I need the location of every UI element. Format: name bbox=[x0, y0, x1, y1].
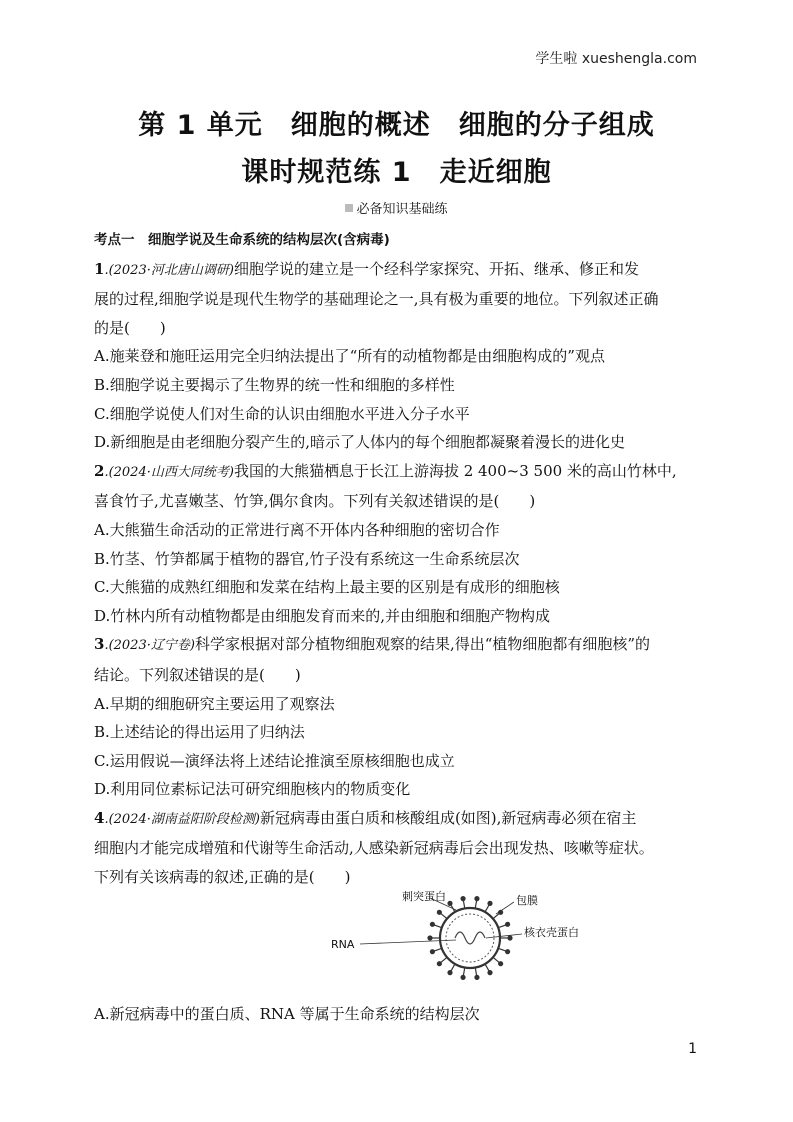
envelope-pointer bbox=[496, 902, 514, 914]
spike-head bbox=[499, 961, 503, 965]
spike-head bbox=[508, 936, 512, 940]
question-3 bbox=[94, 630, 704, 804]
spike-head bbox=[461, 896, 465, 900]
option-c: C.大熊猫的成熟红细胞和发菜在结构上最主要的区别是有成形的细胞核 bbox=[94, 578, 560, 597]
question-stem bbox=[94, 255, 704, 286]
stem-line: 细胞内才能完成增殖和代谢等生命活动,人感染新冠病毒后会出现发热、咳嗽等症状。 bbox=[94, 839, 654, 858]
stem-line: 展的过程,细胞学说是现代生物学的基础理论之一,具有极为重要的地位。下列叙述正确 bbox=[94, 290, 659, 309]
page-number: 1 bbox=[688, 1041, 697, 1057]
section-label: 必备知识基础练 bbox=[356, 202, 448, 217]
unit-title: 第 1 单元 细胞的概述 细胞的分子组成 bbox=[138, 110, 655, 141]
stem-line: 科学家根据对部分植物细胞观察的结果,得出“植物细胞都有细胞核”的 bbox=[194, 635, 651, 654]
spike-head bbox=[430, 922, 434, 926]
spike-head bbox=[506, 922, 510, 926]
option-d: D.新细胞是由老细胞分裂产生的,暗示了人体内的每个细胞都凝聚着漫长的进化史 bbox=[94, 433, 626, 452]
option-d: D.利用同位素标记法可研究细胞核内的物质变化 bbox=[94, 780, 411, 799]
stem-line: 结论。下列叙述错误的是( ) bbox=[94, 665, 301, 684]
option-b: B.上述结论的得出运用了归纳法 bbox=[94, 723, 305, 742]
label-envelope: 包膜 bbox=[516, 893, 538, 907]
spike-head bbox=[448, 970, 452, 974]
stem-line: 新冠病毒由蛋白质和核酸组成(如图),新冠病毒必须在宿主 bbox=[259, 808, 637, 827]
option-a: A.大熊猫生命活动的正常进行离不开体内各种细胞的密切合作 bbox=[94, 520, 500, 539]
virus-diagram bbox=[94, 889, 704, 1000]
spike-head bbox=[506, 949, 510, 953]
spike-head bbox=[488, 901, 492, 905]
spike-head bbox=[488, 970, 492, 974]
stem-line: 的是( ) bbox=[94, 318, 166, 337]
question-4 bbox=[94, 804, 704, 1028]
spike-head bbox=[461, 975, 465, 979]
stem-line: 喜食竹子,尤喜嫩茎、竹笋,偶尔食肉。下列有关叙述错误的是( ) bbox=[94, 492, 536, 511]
option-a: A.早期的细胞研究主要运用了观察法 bbox=[94, 694, 335, 713]
question-source: .(2023·河北唐山调研) bbox=[104, 262, 234, 278]
envelope-ring bbox=[440, 908, 500, 968]
section-heading bbox=[0, 198, 793, 217]
label-nucleocapsid: 核衣壳蛋白 bbox=[524, 925, 579, 939]
stem-line: 细胞学说的建立是一个经科学家探究、开拓、继承、修正和发 bbox=[233, 259, 639, 278]
lesson-title: 课时规范练 1 走近细胞 bbox=[241, 157, 552, 188]
spike-head bbox=[448, 901, 452, 905]
watermark: 学生啦 xueshengla.com bbox=[535, 51, 697, 67]
virus-illustration bbox=[310, 886, 600, 990]
label-spike: 刺突蛋白 bbox=[402, 889, 446, 903]
spike-head bbox=[475, 896, 479, 900]
option-b: B.竹茎、竹笋都属于植物的器官,竹子没有系统这一生命系统层次 bbox=[94, 549, 520, 568]
option-a: A.施莱登和施旺运用完全归纳法提出了“所有的动植物都是由细胞构成的”观点 bbox=[94, 347, 605, 366]
stem-line: 下列有关该病毒的叙述,正确的是( ) bbox=[94, 868, 351, 887]
question-number: 2 bbox=[94, 461, 105, 480]
question-stem bbox=[94, 457, 704, 488]
question-number: 3 bbox=[94, 635, 105, 654]
option-c: C.运用假说—演绎法将上述结论推演至原核细胞也成立 bbox=[94, 751, 455, 770]
spike-head bbox=[437, 961, 441, 965]
option-c: C.细胞学说使人们对生命的认识由细胞水平进入分子水平 bbox=[94, 404, 470, 423]
spike-head bbox=[428, 936, 432, 940]
question-stem bbox=[94, 630, 704, 661]
option-a: A.新冠病毒中的蛋白质、RNA 等属于生命系统的结构层次 bbox=[94, 1004, 480, 1023]
square-icon bbox=[345, 204, 353, 212]
label-rna: RNA bbox=[331, 937, 355, 951]
option-b: B.细胞学说主要揭示了生物界的统一性和细胞的多样性 bbox=[94, 375, 455, 394]
question-1 bbox=[94, 255, 704, 457]
question-source: .(2024·山西大同统考) bbox=[104, 464, 234, 480]
spike-head bbox=[475, 975, 479, 979]
document-body bbox=[94, 226, 704, 1028]
question-source: .(2024·湖南益阳阶段检测) bbox=[104, 811, 260, 827]
question-2 bbox=[94, 457, 704, 631]
question-source: .(2023·辽宁卷) bbox=[104, 638, 195, 654]
topic-heading: 考点一 细胞学说及生命系统的结构层次(含病毒) bbox=[94, 232, 390, 248]
rna-strand bbox=[455, 932, 485, 944]
question-stem bbox=[94, 804, 704, 835]
stem-line: 我国的大熊猫栖息于长江上游海拔 2 400~3 500 米的高山竹林中, bbox=[233, 461, 677, 480]
spike-head bbox=[437, 910, 441, 914]
question-number: 1 bbox=[94, 259, 105, 278]
spike-head bbox=[430, 949, 434, 953]
question-number: 4 bbox=[94, 808, 105, 827]
option-d: D.竹林内所有动植物都是由细胞发育而来的,并由细胞和细胞产物构成 bbox=[94, 606, 551, 625]
